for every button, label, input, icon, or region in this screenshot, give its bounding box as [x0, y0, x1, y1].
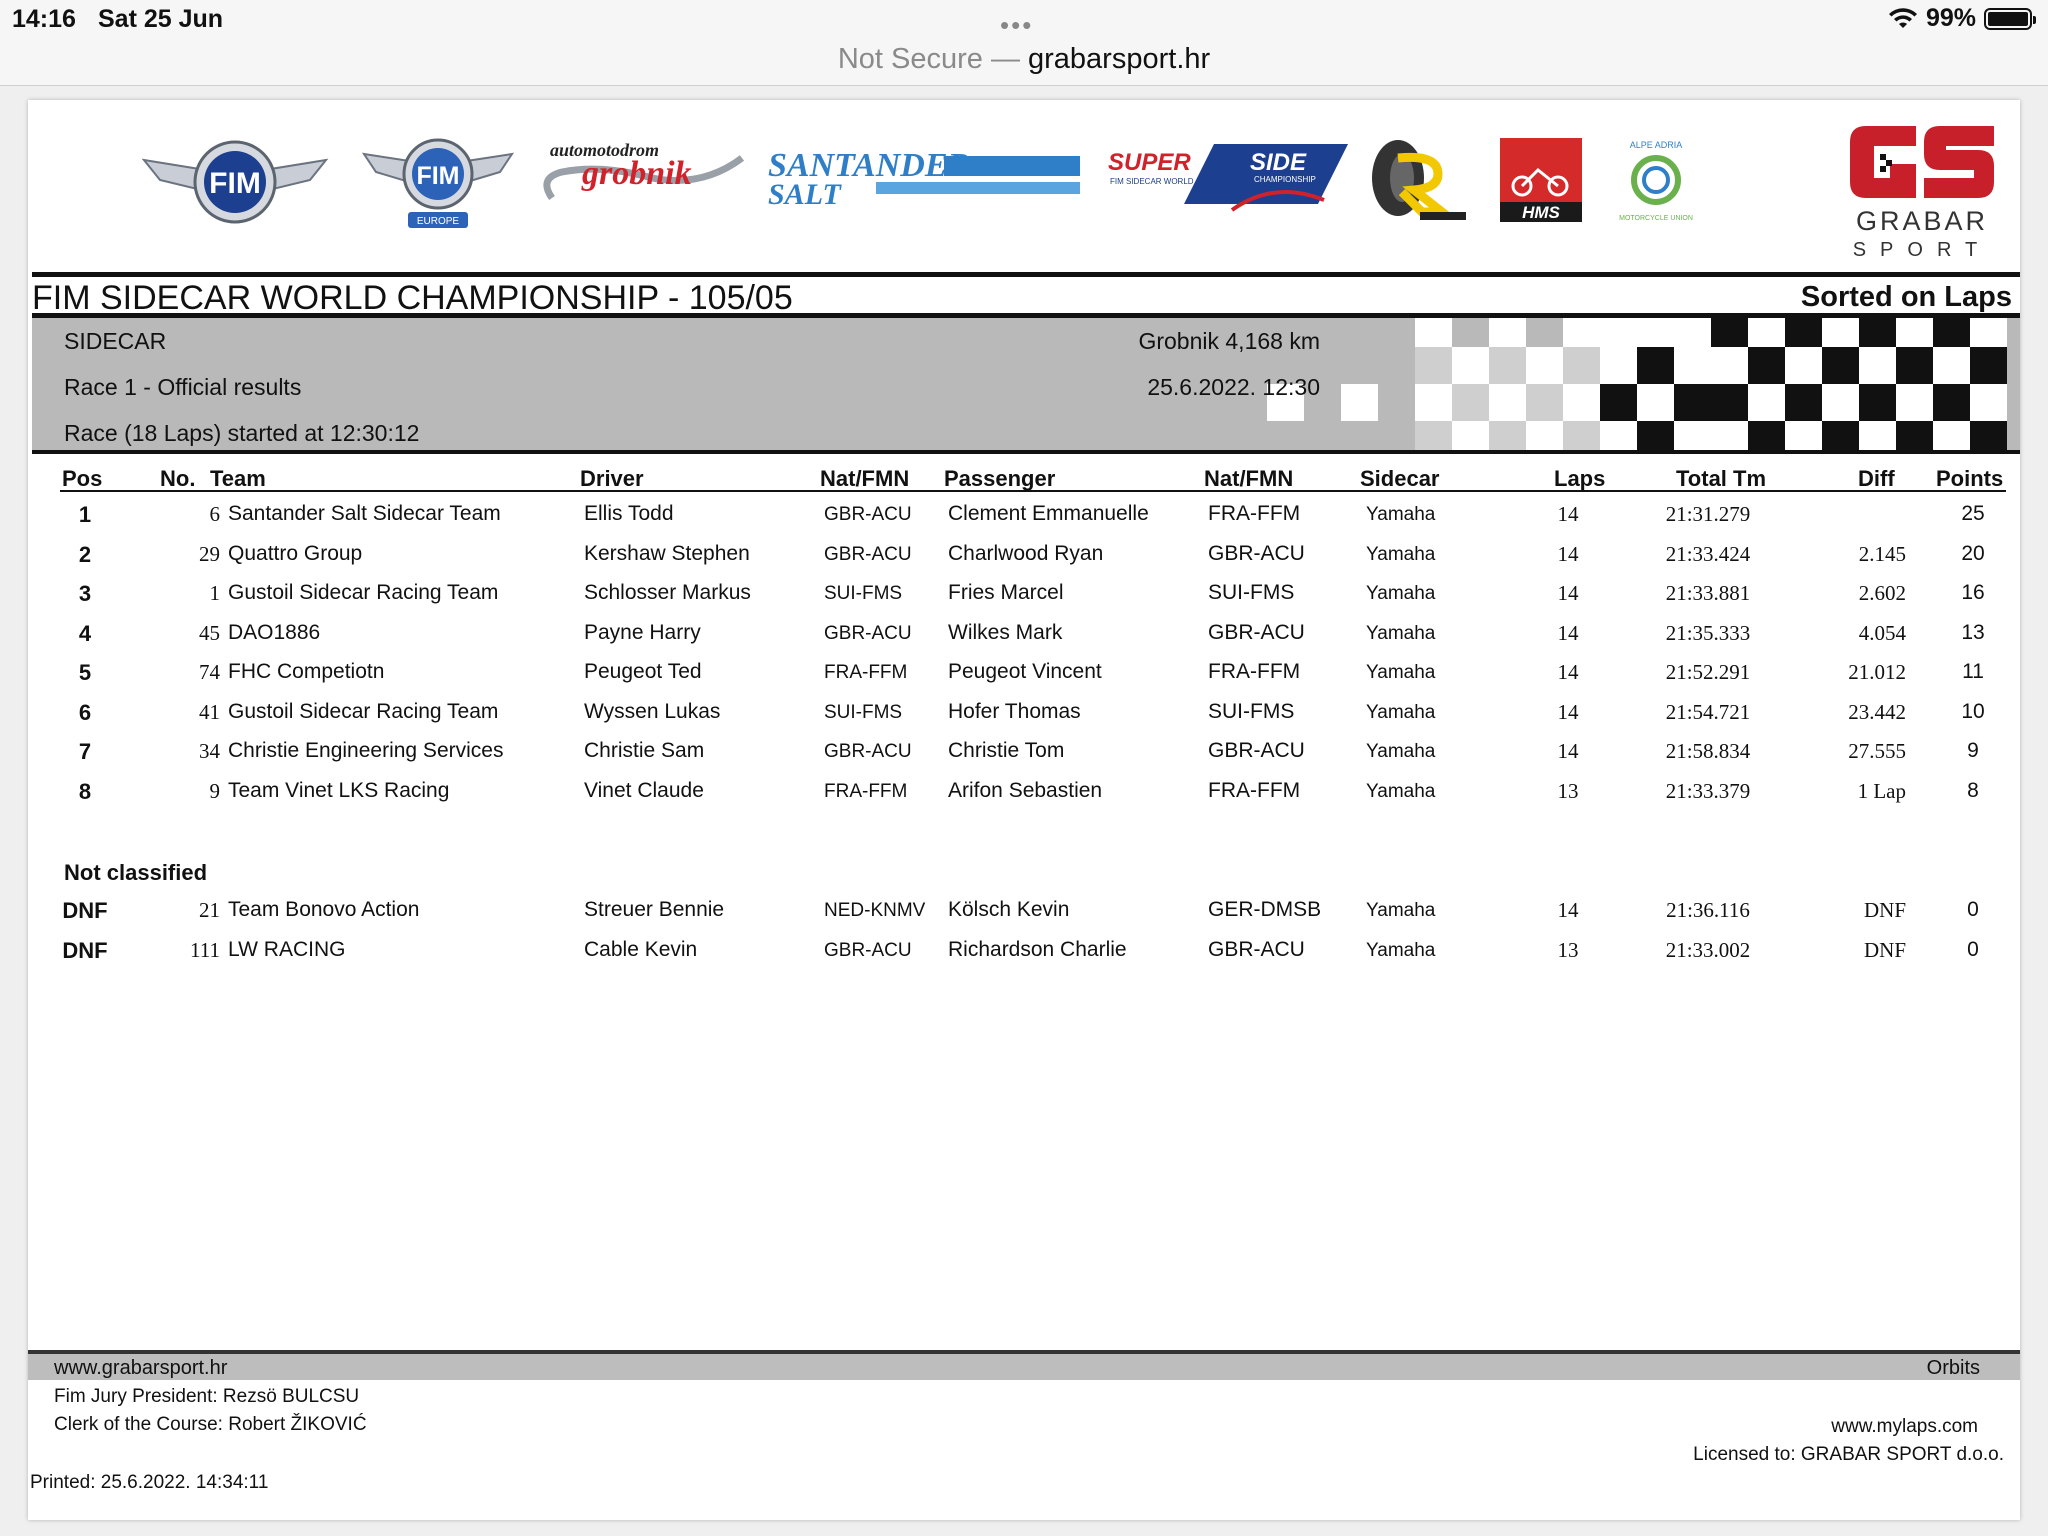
table-row: [48, 928, 2018, 968]
checker-square: [1637, 384, 1674, 421]
col-total-time: Total Tm: [1676, 466, 1767, 491]
cell-points: 25: [1961, 502, 1985, 525]
superside-logo: [1104, 140, 1350, 222]
not-classified-rows: [48, 888, 2018, 967]
race-class: SIDECAR: [64, 328, 167, 354]
cell-passenger-nat: GBR-ACU: [1208, 739, 1305, 762]
hms-logo: [1500, 138, 1582, 222]
superside-side-text: SIDE: [1250, 149, 1307, 176]
cell-position: 7: [78, 739, 92, 764]
checker-square: [1637, 318, 1674, 347]
checker-square: [1674, 318, 1711, 347]
status-bar: [0, 0, 2048, 40]
wifi-icon: [1888, 8, 1918, 30]
cell-driver-nat: SUI-FMS: [824, 701, 903, 723]
checker-square: [1526, 384, 1563, 421]
checker-square: [1415, 384, 1452, 421]
cell-total-time: 21:33.881: [1665, 581, 1751, 605]
checker-square: [1674, 384, 1711, 421]
cell-diff: DNF: [1863, 898, 1906, 922]
cell-points: 20: [1961, 541, 1985, 565]
cell-diff: DNF: [1863, 937, 1906, 962]
checker-square: [1896, 384, 1933, 421]
checker-square: [1933, 347, 1970, 384]
cell-driver-nat: GBR-ACU: [824, 543, 912, 565]
cell-points: 16: [1961, 581, 1985, 604]
cell-laps: 14: [1557, 620, 1579, 645]
cell-passenger-nat: GBR-ACU: [1208, 620, 1305, 644]
checker-square: [1563, 318, 1600, 347]
santander-text: SANTANDER: [768, 147, 971, 184]
checker-square: [1785, 384, 1822, 421]
hms-text: HMS: [1522, 203, 1560, 222]
cell-number: 29: [199, 541, 220, 566]
checker-square: [1489, 347, 1526, 384]
cell-number: 41: [199, 699, 220, 724]
cell-driver: Vinet Claude: [584, 778, 704, 802]
cell-points: 8: [1967, 778, 1979, 802]
checker-square: [1859, 421, 1896, 454]
footer-band: [28, 1350, 2020, 1380]
cell-driver-nat: GBR-ACU: [824, 504, 912, 525]
checker-square: [1415, 347, 1452, 384]
checker-square: [1822, 318, 1859, 347]
checker-square: [1452, 347, 1489, 384]
cell-passenger: Arifon Sebastien: [948, 778, 1103, 802]
checker-square: [1563, 347, 1600, 384]
cell-driver-nat: GBR-ACU: [824, 622, 912, 644]
checker-square: [1859, 384, 1896, 421]
cell-laps: 14: [1557, 541, 1579, 566]
cell-passenger-nat: SUI-FMS: [1208, 699, 1295, 723]
alpe-adria-logo: [1608, 132, 1704, 228]
checker-square: [1785, 347, 1822, 384]
cell-driver-nat: NED-KNMV: [824, 900, 926, 921]
cell-position: 8: [78, 778, 92, 804]
cell-passenger: Charlwood Ryan: [948, 541, 1104, 565]
table-row: [48, 888, 2018, 928]
checker-square: [1415, 318, 1452, 347]
cell-total-time: 21:52.291: [1665, 660, 1751, 684]
cell-position: DNF: [62, 937, 108, 963]
cell-sidecar: Yamaha: [1366, 701, 1436, 723]
web-viewport[interactable]: [0, 86, 2048, 1536]
cell-diff: 21.012: [1848, 660, 1906, 684]
sort-label: Sorted on Laps: [1800, 281, 2012, 313]
table-row: [48, 690, 2018, 730]
cell-laps: 14: [1557, 898, 1579, 922]
status-date: Sat 25 Jun: [98, 5, 224, 33]
cell-driver-nat: FRA-FFM: [824, 780, 908, 802]
results-document: [28, 100, 2020, 1520]
address-bar[interactable]: [0, 40, 2048, 86]
cell-driver: Wyssen Lukas: [584, 699, 721, 723]
superside-sub2-text: CHAMPIONSHIP: [1254, 175, 1316, 184]
cell-laps: 13: [1557, 778, 1579, 803]
col-points: Points: [1936, 466, 2004, 491]
cell-total-time: 21:36.116: [1666, 898, 1750, 922]
cell-laps: 14: [1557, 502, 1579, 526]
alpe-adria-bottom-text: MOTORCYCLE UNION: [1619, 215, 1693, 222]
cell-laps: 14: [1557, 660, 1579, 684]
cell-passenger: Clement Emmanuelle: [948, 502, 1149, 525]
grobnik-text: grobnik: [582, 155, 692, 192]
checker-square: [1526, 421, 1563, 454]
table-row: [48, 729, 2018, 769]
cell-points: 0: [1967, 937, 1979, 961]
checker-square: [1822, 421, 1859, 454]
checker-square: [1785, 421, 1822, 454]
address-domain: grabarsport.hr: [1028, 43, 1211, 75]
checker-square: [1970, 421, 2007, 454]
sponsor-logos: [108, 118, 2008, 278]
salt-text: SALT: [768, 178, 841, 211]
cell-points: 9: [1967, 739, 1979, 762]
table-row: [48, 611, 2018, 651]
cell-laps: 14: [1557, 581, 1579, 605]
cell-driver: Cable Kevin: [584, 937, 698, 961]
cell-number: 34: [199, 739, 220, 763]
fim-europe-logo: [360, 132, 516, 236]
race-start: Race (18 Laps) started at 12:30:12: [64, 420, 420, 446]
cell-sidecar: Yamaha: [1366, 662, 1436, 683]
cell-team: Gustoil Sidecar Racing Team: [228, 581, 499, 604]
cell-passenger-nat: SUI-FMS: [1208, 581, 1295, 604]
cell-team: Christie Engineering Services: [228, 739, 504, 762]
footer-site[interactable]: www.grabarsport.hr: [54, 1357, 228, 1379]
cell-points: 13: [1961, 620, 1985, 644]
col-pos: Pos: [62, 466, 103, 491]
fim-logo-text: FIM: [209, 167, 261, 200]
cell-laps: 14: [1557, 739, 1579, 763]
cell-passenger-nat: FRA-FFM: [1208, 660, 1301, 683]
checker-square: [1748, 421, 1785, 454]
cell-passenger: Hofer Thomas: [948, 699, 1081, 723]
checker-square: [1600, 347, 1637, 384]
title-bar: [32, 272, 2020, 318]
cell-diff: 27.555: [1848, 739, 1906, 763]
checker-square: [1452, 384, 1489, 421]
cell-passenger-nat: GBR-ACU: [1208, 541, 1305, 565]
checker-square: [1489, 421, 1526, 454]
checker-square: [1489, 318, 1526, 347]
automotodrom-text: automotodrom: [550, 140, 660, 160]
cell-passenger-nat: GER-DMSB: [1208, 898, 1322, 921]
alpe-adria-top-text: ALPE ADRIA: [1629, 140, 1683, 150]
cell-number: 111: [190, 937, 220, 962]
checker-square: [1415, 421, 1452, 454]
cell-team: Team Bonovo Action: [228, 898, 420, 921]
table-header: [60, 462, 2006, 492]
checker-square: [1600, 421, 1637, 454]
checker-square: [1933, 421, 1970, 454]
cell-sidecar: Yamaha: [1366, 780, 1436, 802]
cell-passenger-nat: FRA-FFM: [1208, 778, 1301, 802]
checker-square: [1711, 384, 1748, 421]
cell-diff: 1 Lap: [1857, 778, 1906, 803]
checker-square: [1452, 421, 1489, 454]
checker-square: [1600, 318, 1637, 347]
battery-percent: 99%: [1925, 4, 1976, 32]
table-row: [48, 769, 2018, 809]
checker-square: [1674, 347, 1711, 384]
jury-president: Fim Jury President: Rezsö BULCSU: [54, 1386, 360, 1407]
cell-team: DAO1886: [228, 620, 321, 644]
page-title: FIM SIDECAR WORLD CHAMPIONSHIP - 105/05: [32, 279, 793, 317]
race-info-band: [32, 318, 2020, 454]
col-nat-driver: Nat/FMN: [820, 466, 910, 491]
mylaps-link[interactable]: www.mylaps.com: [1831, 1416, 1978, 1437]
cell-passenger: Kölsch Kevin: [948, 898, 1070, 921]
cell-driver: Schlosser Markus: [584, 581, 751, 604]
table-row: [48, 532, 2018, 572]
checker-square: [1822, 384, 1859, 421]
cell-laps: 14: [1557, 699, 1579, 724]
col-diff: Diff: [1858, 466, 1895, 491]
cell-sidecar: Yamaha: [1366, 504, 1436, 525]
cell-passenger-nat: GBR-ACU: [1208, 937, 1305, 961]
checker-square: [1341, 384, 1378, 421]
cell-sidecar: Yamaha: [1366, 543, 1436, 565]
cell-total-time: 21:31.279: [1665, 502, 1751, 526]
cell-team: LW RACING: [228, 937, 346, 961]
not-classified-heading: [48, 848, 2018, 888]
checker-square: [1970, 384, 2007, 421]
checker-square: [1489, 384, 1526, 421]
cell-driver: Christie Sam: [584, 739, 705, 762]
cell-position: 6: [78, 699, 92, 725]
licensed-to: Licensed to: GRABAR SPORT d.o.o.: [1693, 1444, 2004, 1465]
cell-position: 4: [78, 620, 92, 646]
track-name: Grobnik 4,168 km: [1138, 328, 1320, 354]
checker-square: [1896, 421, 1933, 454]
col-nat-passenger: Nat/FMN: [1204, 466, 1294, 491]
cell-sidecar: Yamaha: [1366, 741, 1436, 762]
checker-square: [1600, 384, 1637, 421]
cell-team: Quattro Group: [228, 541, 363, 565]
cell-total-time: 21:33.424: [1665, 541, 1751, 566]
cell-number: 21: [199, 898, 220, 922]
cell-diff: 4.054: [1858, 620, 1906, 645]
checker-square: [1896, 347, 1933, 384]
cell-driver-nat: GBR-ACU: [824, 939, 912, 961]
cell-passenger: Peugeot Vincent: [948, 660, 1102, 683]
checker-square: [1785, 318, 1822, 347]
checker-square: [1711, 347, 1748, 384]
sport-text: SPORT: [1852, 239, 1992, 261]
cell-driver: Streuer Bennie: [584, 898, 725, 921]
cell-driver: Peugeot Ted: [584, 660, 702, 683]
cell-passenger: Christie Tom: [948, 739, 1065, 762]
cell-diff: 2.145: [1858, 541, 1906, 566]
cell-driver-nat: FRA-FFM: [824, 662, 908, 683]
battery-icon: [1984, 8, 2032, 30]
cell-team: Team Vinet LKS Racing: [228, 778, 450, 802]
col-team: Team: [210, 466, 266, 491]
checker-square: [1933, 384, 1970, 421]
col-driver: Driver: [580, 466, 644, 491]
checker-square: [1970, 318, 2007, 347]
table-row: [48, 492, 2018, 532]
checker-square: [1563, 421, 1600, 454]
cell-driver: Kershaw Stephen: [584, 541, 750, 565]
cell-total-time: 21:54.721: [1665, 699, 1751, 724]
checker-square: [1674, 421, 1711, 454]
cell-number: 45: [199, 620, 220, 645]
col-sidecar: Sidecar: [1360, 466, 1440, 491]
cell-team: Gustoil Sidecar Racing Team: [228, 699, 499, 723]
cell-total-time: 21:35.333: [1665, 620, 1751, 645]
cell-number: 6: [209, 502, 220, 526]
checker-square: [1711, 318, 1748, 347]
cell-number: 1: [209, 581, 220, 605]
cell-passenger: Richardson Charlie: [948, 937, 1127, 961]
col-laps: Laps: [1554, 466, 1606, 491]
checker-square: [1748, 347, 1785, 384]
footer-orbits: Orbits: [1926, 1357, 1980, 1379]
tyre-logo: [1364, 138, 1468, 222]
cell-diff: 23.442: [1848, 699, 1906, 724]
cell-team: FHC Competiotn: [228, 660, 385, 683]
race-name: Race 1 - Official results: [64, 374, 302, 400]
results-table: [48, 462, 2018, 967]
checker-square: [1748, 318, 1785, 347]
checker-square: [1637, 347, 1674, 384]
cell-position: DNF: [62, 898, 108, 923]
cell-number: 9: [209, 778, 220, 803]
superside-sub1-text: FIM SIDECAR WORLD: [1110, 177, 1194, 186]
cell-total-time: 21:33.002: [1665, 937, 1751, 962]
fim-logo: [138, 136, 332, 232]
cell-position: 1: [78, 502, 92, 527]
cell-sidecar: Yamaha: [1366, 622, 1436, 644]
cell-laps: 13: [1557, 937, 1579, 962]
cell-points: 0: [1967, 898, 1979, 921]
cell-sidecar: Yamaha: [1366, 939, 1436, 961]
cell-total-time: 21:33.379: [1665, 778, 1751, 803]
automotodrom-grobnik-logo: [532, 138, 754, 222]
checker-square: [1748, 384, 1785, 421]
cell-driver: Ellis Todd: [584, 502, 674, 525]
cell-passenger: Wilkes Mark: [948, 620, 1063, 644]
table-row: [48, 571, 2018, 611]
col-passenger: Passenger: [944, 466, 1056, 491]
cell-driver-nat: SUI-FMS: [824, 583, 903, 604]
cell-points: 11: [1962, 660, 1984, 683]
fim-europe-sub-text: EUROPE: [416, 216, 460, 227]
status-time: 14:16: [12, 5, 76, 33]
cell-team: Santander Salt Sidecar Team: [228, 502, 501, 525]
race-datetime: 25.6.2022. 12:30: [1147, 374, 1320, 400]
grabar-text: GRABAR: [1855, 206, 1989, 236]
col-no: No.: [160, 466, 196, 491]
not-classified-title: Not classified: [64, 860, 208, 885]
cell-passenger: Fries Marcel: [948, 581, 1064, 604]
checker-square: [1822, 347, 1859, 384]
printed-timestamp: Printed: 25.6.2022. 14:34:11: [30, 1472, 269, 1493]
superside-super-text: SUPER: [1108, 149, 1191, 176]
cell-position: 5: [78, 660, 92, 685]
classified-rows: [48, 492, 2018, 808]
checker-square: [1896, 318, 1933, 347]
cell-position: 3: [78, 581, 92, 606]
cell-total-time: 21:58.834: [1665, 739, 1751, 763]
cell-driver-nat: GBR-ACU: [824, 741, 912, 762]
cell-sidecar: Yamaha: [1366, 583, 1436, 604]
checker-square: [1637, 421, 1674, 454]
grabar-sport-logo: [1846, 118, 1998, 268]
multitasking-dots-icon[interactable]: •••: [1000, 10, 1034, 40]
checker-square: [1859, 347, 1896, 384]
cell-diff: 2.602: [1858, 581, 1906, 605]
fim-europe-logo-text: FIM: [416, 162, 460, 190]
checker-square: [1970, 347, 2007, 384]
checker-square: [1711, 421, 1748, 454]
cell-sidecar: Yamaha: [1366, 900, 1436, 921]
santander-salt-logo: [764, 146, 1086, 216]
cell-driver: Payne Harry: [584, 620, 701, 644]
not-secure-label: Not Secure —: [837, 43, 1020, 75]
clerk-of-course: Clerk of the Course: Robert ŽIKOVIĆ: [54, 1414, 367, 1435]
checker-square: [1526, 347, 1563, 384]
checker-square: [1859, 318, 1896, 347]
cell-position: 2: [78, 541, 92, 567]
cell-passenger-nat: FRA-FFM: [1208, 502, 1301, 525]
cell-number: 74: [199, 660, 220, 684]
table-row: [48, 650, 2018, 690]
cell-points: 10: [1961, 699, 1985, 723]
checker-square: [1933, 318, 1970, 347]
checker-square: [1563, 384, 1600, 421]
